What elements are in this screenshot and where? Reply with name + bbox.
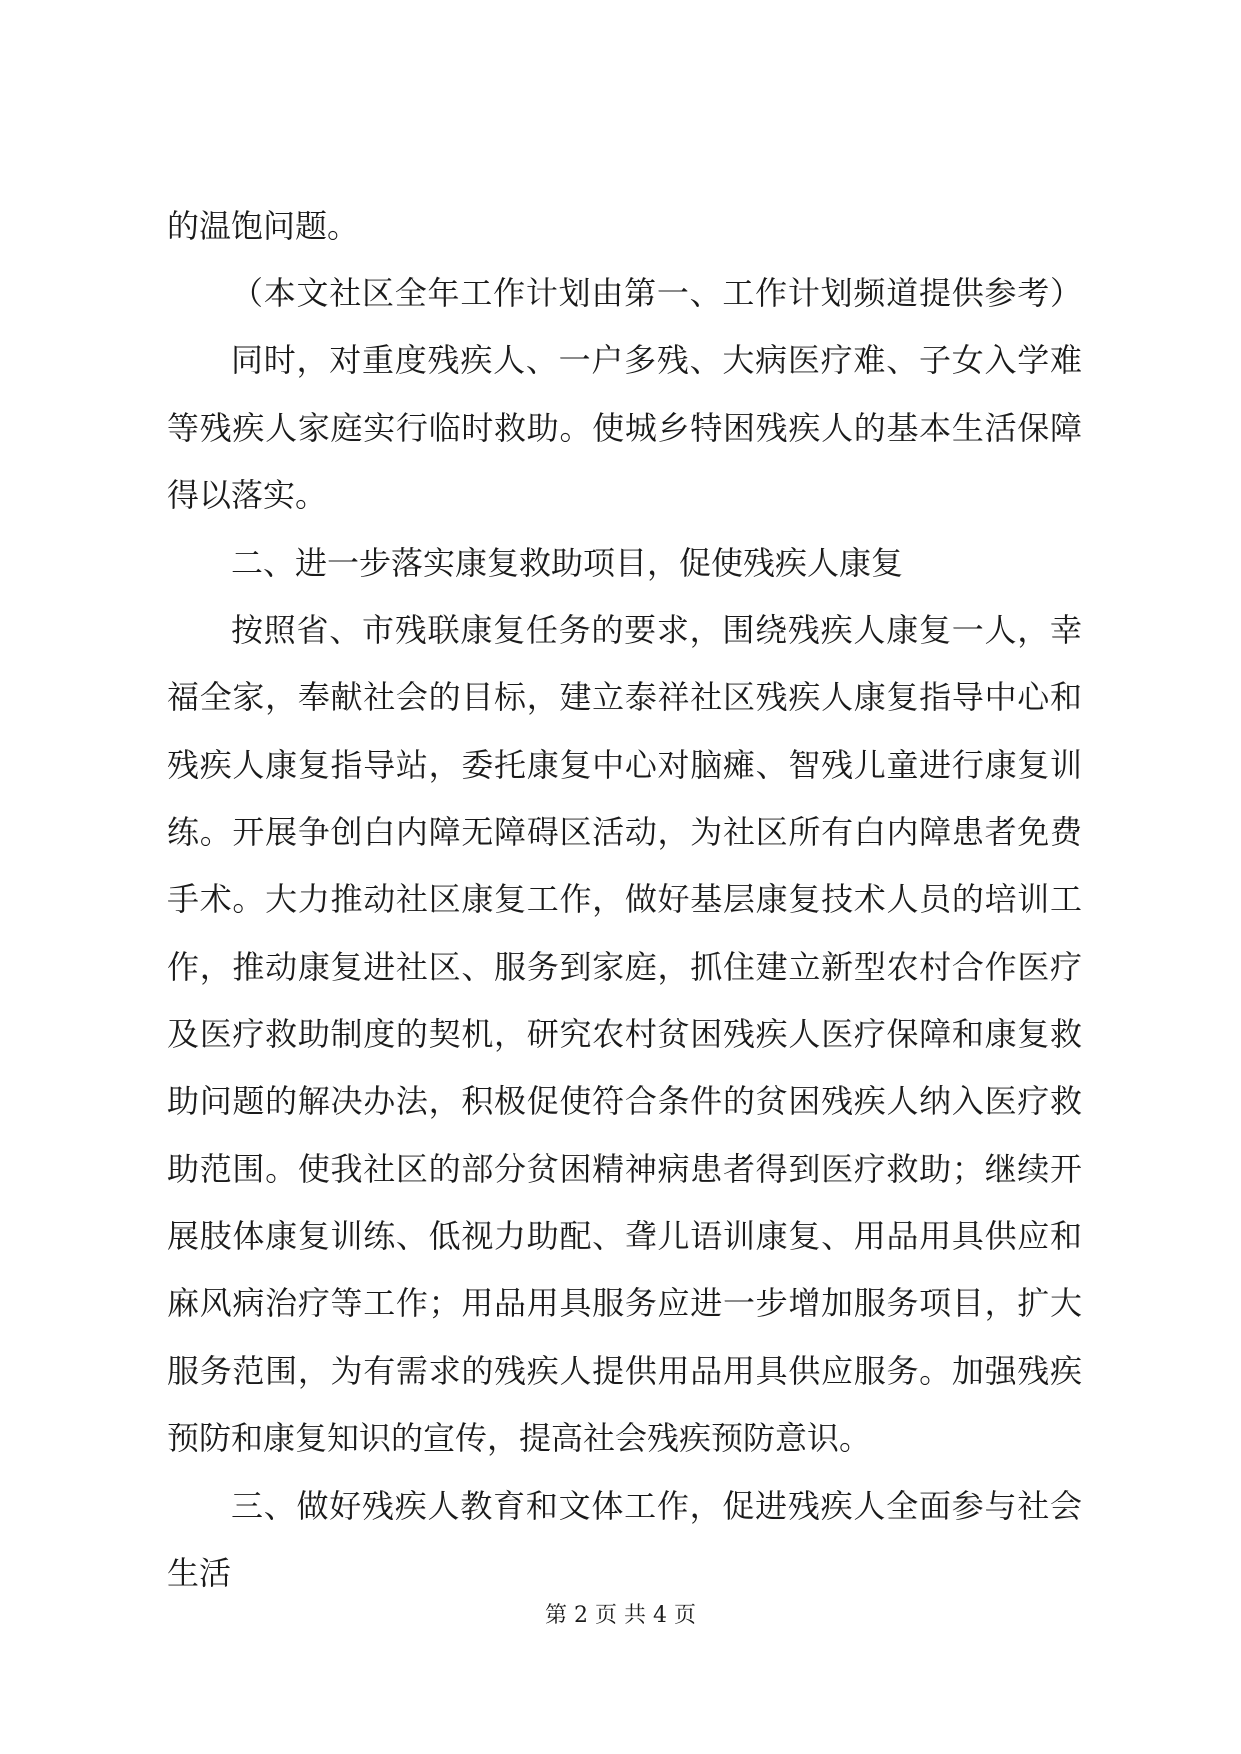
text-line-16: 展肢体康复训练、低视力助配、聋儿语训康复、用品用具供应和 — [167, 1217, 1082, 1255]
text-line-5: 得以落实。 — [167, 476, 328, 514]
text-line-8: 福全家，奉献社会的目标，建立泰祥社区残疾人康复指导中心和 — [167, 678, 1082, 716]
text-line-1: 的温饱问题。 — [167, 207, 360, 245]
text-line-14: 助问题的解决办法，积极促使符合条件的贫困残疾人纳入医疗救 — [167, 1082, 1082, 1120]
text-line-9: 残疾人康复指导站，委托康复中心对脑瘫、智残儿童进行康复训 — [167, 746, 1082, 784]
section-heading-3: 三、做好残疾人教育和文体工作，促进残疾人全面参与社会 — [231, 1487, 1082, 1525]
text-line-7: 按照省、市残联康复任务的要求，围绕残疾人康复一人，幸 — [231, 611, 1082, 649]
text-line-3: 同时，对重度残疾人、一户多残、大病医疗难、子女入学难 — [231, 341, 1082, 379]
text-line-18: 服务范围，为有需求的残疾人提供用品用具供应服务。加强残疾 — [167, 1352, 1082, 1390]
section-heading-2: 二、进一步落实康复救助项目，促使残疾人康复 — [231, 544, 904, 582]
text-line-19: 预防和康复知识的宣传，提高社会残疾预防意识。 — [167, 1419, 872, 1457]
text-line-10: 练。开展争创白内障无障碍区活动，为社区所有白内障患者免费 — [167, 813, 1082, 851]
text-line-15: 助范围。使我社区的部分贫困精神病患者得到医疗救助；继续开 — [167, 1150, 1082, 1188]
text-line-2: （本文社区全年工作计划由第一、工作计划频道提供参考） — [231, 274, 1082, 312]
page-number-footer: 第 2 页 共 4 页 — [545, 1603, 696, 1628]
text-line-17: 麻风病治疗等工作；用品用具服务应进一步增加服务项目，扩大 — [167, 1284, 1082, 1322]
text-line-11: 手术。大力推动社区康复工作，做好基层康复技术人员的培训工 — [167, 880, 1082, 918]
text-line-12: 作，推动康复进社区、服务到家庭，抓住建立新型农村合作医疗 — [167, 948, 1082, 986]
text-line-4: 等残疾人家庭实行临时救助。使城乡特困残疾人的基本生活保障 — [167, 409, 1082, 447]
text-line-13: 及医疗救助制度的契机，研究农村贫困残疾人医疗保障和康复救 — [167, 1015, 1082, 1053]
text-line-21: 生活 — [167, 1554, 232, 1592]
